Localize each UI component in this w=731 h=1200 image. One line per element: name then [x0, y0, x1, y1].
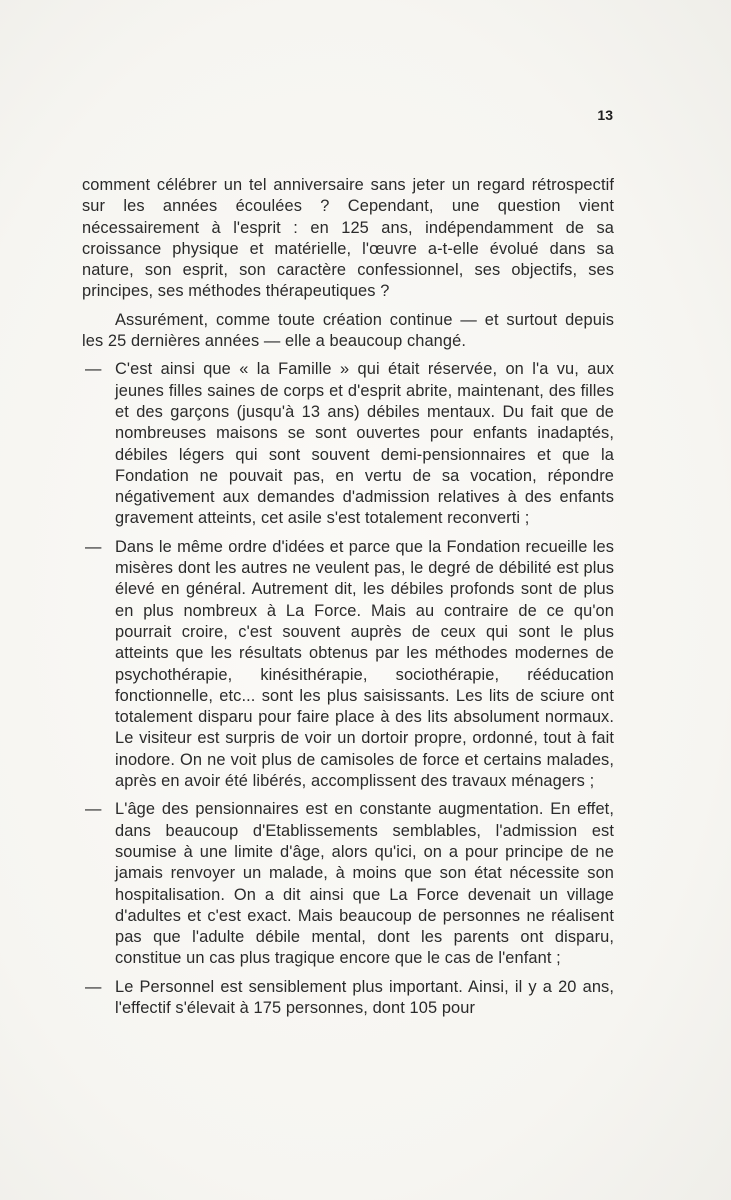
body-text — [82, 175, 614, 1019]
bullet-dash: — — [85, 800, 102, 819]
bullet-item-famille — [82, 359, 614, 529]
bullet-item-age — [82, 799, 614, 969]
bullet-dash: — — [85, 360, 102, 379]
bullet-item-debilite — [82, 537, 614, 793]
bullet-text: L'âge des pensionnaires est en constante augmentation. En effet, dans beaucoup d'Etablissements semblables, l'admission est soumise à une limite d'âge, alors qu'ici, on a pour principe de ne jamais renvoyer un malade, à moins que son état nécessite son hospitalisation. On a dit ainsi que La Force devenait un village d'adultes et c'est exact. Mais beaucoup de personnes ne réalisent pas que l'adulte débile mental, dont les parents ont disparu, constitue un cas plus tragique encore que le cas de l'enfant ; — [115, 800, 614, 968]
paragraph-intro: comment célébrer un tel anniversaire sans jeter un regard rétrospectif sur les années écoulées ? Cependant, une question vient nécessairement à l'esprit : en 125 ans, indépendamment de sa croissance physique et matérielle, l'œuvre a-t-elle évolué dans sa nature, son esprit, son caractère confessionnel, ses objectifs, ses principes, ses méthodes thérapeutiques ? — [82, 176, 614, 301]
bullet-dash: — — [85, 977, 102, 996]
bullet-text: C'est ainsi que « la Famille » qui était réservée, on l'a vu, aux jeunes filles saines de corps et d'esprit abrite, maintenant, des filles et des garçons (jusqu'à 13 ans) débiles mentaux. Du fait que de nombreuses maisons se sont ouvertes pour enfants inadaptés, débiles légers qui sont souvent demi-pensionnaires et que la Fondation ne pouvait pas, en vertu de sa vocation, répondre négativement aux demandes d'admission relatives à des enfants gravement atteints, cet asile s'est totalement reconverti ; — [115, 360, 614, 528]
paragraph-assurement: Assurément, comme toute création continue — et surtout depuis les 25 dernières années — elle a beaucoup changé. — [82, 310, 614, 351]
bullet-text: Dans le même ordre d'idées et parce que la Fondation recueille les misères dont les autres ne veulent pas, le degré de débilité est plus élevé en général. Autrement dit, les débiles profonds sont de plus en plus nombreux à La Force. Mais au contraire de ce qu'on pourrait croire, c'est souvent auprès de ceux qui sont le plus atteints que les résultats obtenus par les méthodes modernes de psychothérapie, kinésithérapie, sociothérapie, rééducation fonctionnelle, etc... sont les plus saisissants. Les lits de sciure ont totalement disparu pour faire place à des lits absolument normaux. Le visiteur est surpris de voir un dortoir propre, ordonné, tout à fait inodore. On ne voit plus de camisoles de force et certains malades, après en avoir été libérés, accomplissent des travaux ménagers ; — [115, 537, 614, 791]
bullet-text: Le Personnel est sensiblement plus important. Ainsi, il y a 20 ans, l'effectif s'élevait à 175 personnes, dont 105 pour — [115, 977, 614, 1017]
bullet-dash: — — [85, 537, 102, 556]
bullet-item-personnel — [82, 977, 614, 1020]
page-number: 13 — [597, 107, 613, 123]
